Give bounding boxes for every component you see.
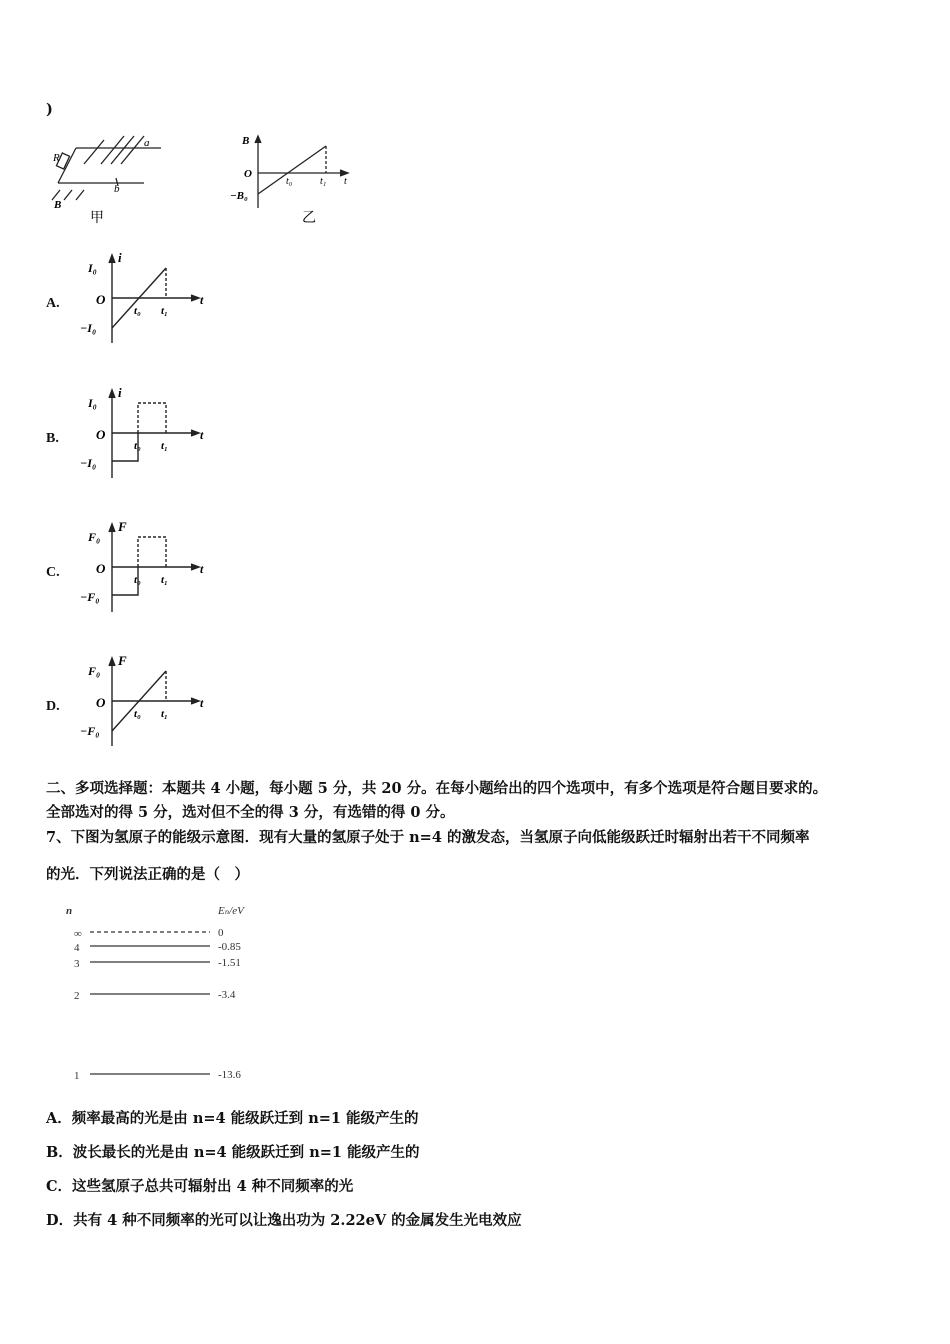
option-text: 共有 4 种不同频率的光可以让逸出功为 2.22eV 的金属发生光电效应 (73, 1212, 522, 1229)
y-arrow (109, 255, 115, 263)
level-energy: -3.4 (218, 989, 236, 1001)
q7-option-a[interactable] (46, 1109, 419, 1129)
label-t: t (344, 176, 347, 187)
label-t1: t₁ (161, 574, 168, 586)
label-neg: −F₀ (80, 724, 100, 738)
option-letter: D． (46, 1212, 74, 1229)
y-arrow (109, 658, 115, 666)
level-n: 4 (74, 942, 80, 954)
label-t0: t₀ (286, 176, 293, 187)
level-n: 1 (74, 1070, 80, 1082)
q6-option-graph (80, 248, 210, 348)
q6-option-graph (80, 651, 210, 751)
y-arrow (109, 390, 115, 398)
label-a: a (144, 137, 150, 149)
label-O: O (96, 427, 106, 442)
caption-yi: 乙 (302, 210, 316, 226)
label-t0: t₀ (134, 440, 141, 452)
q6-option-letter[interactable]: D. (46, 699, 60, 714)
label-axis: i (118, 385, 122, 400)
level-energy: -13.6 (218, 1069, 241, 1081)
q6-option-graph (80, 517, 210, 617)
caption-jia: 甲 (90, 210, 104, 226)
label-pos: F₀ (88, 530, 101, 544)
label-axis: F (118, 653, 127, 668)
q6-option-letter[interactable]: A. (46, 296, 60, 311)
label-B: B (54, 199, 62, 211)
x-arrow (191, 430, 199, 436)
label-pos: I₀ (88, 261, 97, 275)
q6-option-letter[interactable]: B. (46, 431, 59, 446)
energy-level-diagram (60, 900, 280, 1090)
label-O: O (96, 292, 106, 307)
label-t1: t₁ (161, 440, 168, 452)
label-negB0: −B₀ (230, 190, 248, 202)
option-letter: A． (46, 1110, 72, 1127)
level-n: ∞ (74, 928, 82, 940)
level-energy: 0 (218, 927, 224, 939)
label-neg: −I₀ (80, 321, 97, 335)
section2-line1: 二、多项选择题：本题共 4 小题，每小题 5 分，共 20 分。在每小题给出的四个选项中，有多个选项是符合题目要求的。 (46, 780, 828, 797)
label-t0: t₀ (134, 574, 141, 586)
label-R: R (53, 152, 60, 164)
x-arrow (191, 295, 199, 301)
positive-step (138, 403, 166, 433)
label-t: t (200, 696, 204, 710)
label-axis: i (118, 250, 122, 265)
figure-jia (46, 128, 176, 228)
label-O: O (96, 561, 106, 576)
label-t0: t₀ (134, 305, 141, 317)
label-t0: t₀ (134, 708, 141, 720)
label-t: t (200, 428, 204, 442)
q7-option-d[interactable] (46, 1211, 522, 1231)
level-n: 3 (74, 958, 80, 970)
option-text: 频率最高的光是由 n=4 能级跃迁到 n=1 能级产生的 (71, 1110, 419, 1127)
label-pos: F₀ (88, 664, 101, 678)
section2-line2: 全部选对的得 5 分，选对但不全的得 3 分，有选错的得 0 分。 (46, 804, 455, 821)
continuation-paren: ) (46, 101, 53, 118)
q7-option-c[interactable] (46, 1177, 353, 1197)
label-t: t (200, 293, 204, 307)
q7-option-b[interactable] (46, 1143, 420, 1163)
option-letter: B． (46, 1144, 73, 1161)
x-arrow (191, 698, 199, 704)
level-energy: -1.51 (218, 957, 241, 969)
label-t1: t₁ (161, 708, 168, 720)
x-arrow (191, 564, 199, 570)
option-letter: C． (46, 1178, 73, 1195)
q6-option-graph (80, 383, 210, 483)
label-neg: −I₀ (80, 456, 97, 470)
q7-stem-line2: 的光．下列说法正确的是（ ） (46, 866, 249, 883)
label-t1: t₁ (320, 176, 327, 187)
header-E: Eₙ/eV (218, 905, 244, 917)
label-neg: −F₀ (80, 590, 100, 604)
q6-option-letter[interactable]: C. (46, 565, 60, 580)
y-arrow (109, 524, 115, 532)
header-n: n (66, 905, 73, 917)
figure-yi (228, 128, 358, 228)
level-energy: -0.85 (218, 941, 241, 953)
label-B: B (242, 135, 250, 147)
label-t1: t₁ (161, 305, 168, 317)
positive-step (138, 537, 166, 567)
label-axis: F (118, 519, 127, 534)
label-O: O (96, 695, 106, 710)
label-t: t (200, 562, 204, 576)
level-n: 2 (74, 990, 80, 1002)
label-O: O (244, 168, 252, 180)
q7-stem-line1: 7、下图为氢原子的能级示意图．现有大量的氢原子处于 n=4 的激发态，当氢原子向低能级跃迁时辐射出若干不同频率 (46, 829, 810, 846)
option-text: 这些氢原子总共可辐射出 4 种不同频率的光 (72, 1178, 354, 1195)
label-b: b (114, 183, 120, 195)
label-pos: I₀ (88, 396, 97, 410)
option-text: 波长最长的光是由 n=4 能级跃迁到 n=1 能级产生的 (72, 1144, 420, 1161)
